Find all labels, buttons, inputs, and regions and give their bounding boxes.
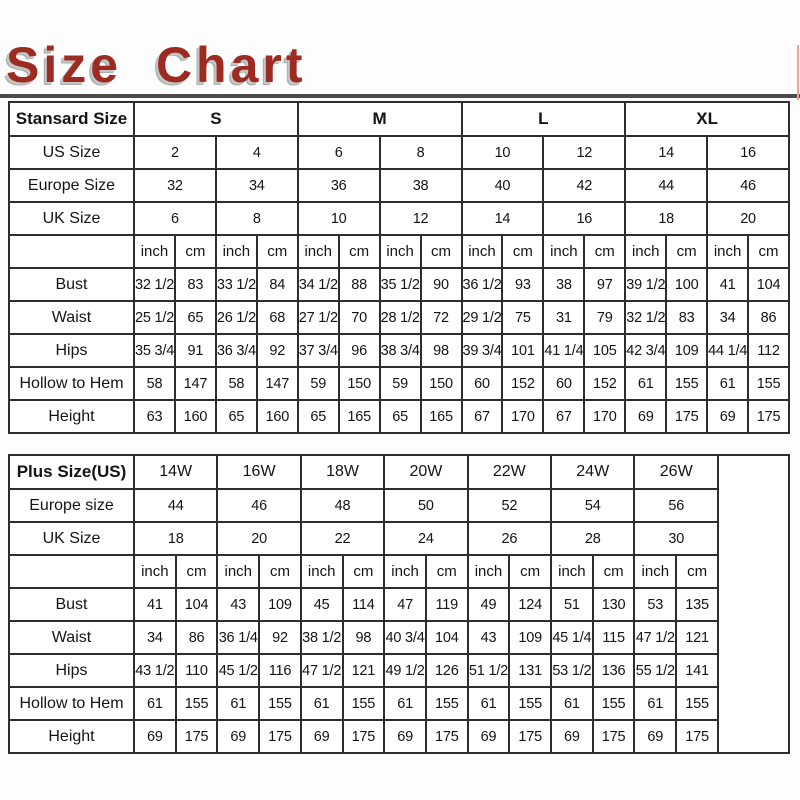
measurement-value-cell: 150 [339,367,380,400]
measurement-value-cell: 43 [468,621,510,654]
row-label-cell: Height [9,720,134,753]
measurement-value-cell: 165 [339,400,380,433]
size-value-cell: 18 [625,202,707,235]
size-value-cell: 56 [634,489,718,522]
measurement-value-cell: 61 [634,687,676,720]
size-conversion-row [9,136,789,169]
corner-label-cell: Plus Size(US) [9,455,134,489]
measurement-row [9,400,789,433]
measurement-value-cell: 38 1/2 [301,621,343,654]
measurement-row [9,588,789,621]
size-value-cell: 14 [462,202,544,235]
size-value-cell: 18 [134,522,217,555]
measurement-value-cell: 34 1/2 [298,268,339,301]
measurement-value-cell: 45 [301,588,343,621]
measurement-value-cell: 33 1/2 [216,268,257,301]
standard-size-table [8,101,790,434]
size-header-cell: 14W [134,455,217,489]
measurement-value-cell: 69 [707,400,748,433]
measurement-value-cell: 39 1/2 [625,268,666,301]
measurement-value-cell: 79 [584,301,625,334]
measurement-value-cell: 70 [339,301,380,334]
measurement-value-cell: 61 [551,687,593,720]
measurement-value-cell: 83 [666,301,707,334]
measurement-value-cell: 104 [748,268,789,301]
size-value-cell: 16 [707,136,789,169]
size-value-cell: 38 [380,169,462,202]
measurement-value-cell: 97 [584,268,625,301]
measurement-value-cell: 121 [676,621,718,654]
measurement-value-cell: 32 1/2 [134,268,175,301]
size-value-cell: 34 [216,169,298,202]
measurement-value-cell: 155 [509,687,551,720]
measurement-value-cell: 105 [584,334,625,367]
measurement-value-cell: 100 [666,268,707,301]
size-header-cell: 24W [551,455,634,489]
measurement-value-cell: 91 [175,334,216,367]
size-header-cell: 22W [468,455,551,489]
size-header-row [9,102,789,136]
measurement-value-cell: 170 [584,400,625,433]
measurement-value-cell: 61 [468,687,510,720]
measurement-value-cell: 59 [380,367,421,400]
measurement-value-cell: 155 [676,687,718,720]
measurement-value-cell: 124 [509,588,551,621]
measurement-value-cell: 175 [509,720,551,753]
measurement-value-cell: 155 [426,687,468,720]
size-header-cell: 18W [301,455,384,489]
measurement-value-cell: 69 [384,720,426,753]
empty-cell [9,235,134,268]
unit-cell: inch [134,235,175,268]
unit-cell: cm [421,235,462,268]
unit-cell: inch [551,555,593,588]
measurement-value-cell: 110 [176,654,218,687]
measurement-value-cell: 69 [301,720,343,753]
measurement-value-cell: 175 [676,720,718,753]
measurement-value-cell: 109 [509,621,551,654]
measurement-value-cell: 65 [216,400,257,433]
measurement-value-cell: 53 [634,588,676,621]
measurement-value-cell: 60 [543,367,584,400]
measurement-value-cell: 175 [593,720,635,753]
measurement-value-cell: 75 [502,301,543,334]
size-value-cell: 16 [543,202,625,235]
measurement-value-cell: 72 [421,301,462,334]
size-header-row [9,455,789,489]
measurement-value-cell: 61 [707,367,748,400]
size-value-cell: 46 [707,169,789,202]
measurement-value-cell: 39 3/4 [462,334,503,367]
empty-column-cell [718,455,789,753]
measurement-value-cell: 68 [257,301,298,334]
measurement-value-cell: 41 1/4 [543,334,584,367]
measurement-value-cell: 155 [176,687,218,720]
unit-cell: cm [339,235,380,268]
measurement-value-cell: 135 [676,588,718,621]
size-value-cell: 30 [634,522,718,555]
measurement-value-cell: 147 [257,367,298,400]
measurement-value-cell: 26 1/2 [216,301,257,334]
measurement-value-cell: 165 [421,400,462,433]
measurement-value-cell: 84 [257,268,298,301]
measurement-value-cell: 152 [584,367,625,400]
measurement-row [9,268,789,301]
measurement-row [9,720,789,753]
measurement-value-cell: 34 [134,621,176,654]
measurement-value-cell: 55 1/2 [634,654,676,687]
row-label-cell: Europe size [9,489,134,522]
measurement-value-cell: 104 [176,588,218,621]
measurement-value-cell: 47 [384,588,426,621]
size-value-cell: 8 [380,136,462,169]
measurement-value-cell: 160 [175,400,216,433]
measurement-value-cell: 101 [502,334,543,367]
measurement-value-cell: 109 [259,588,301,621]
measurement-value-cell: 69 [134,720,176,753]
size-value-cell: 2 [134,136,216,169]
row-label-cell: UK Size [9,202,134,235]
measurement-value-cell: 69 [625,400,666,433]
unit-cell: cm [509,555,551,588]
size-value-cell: 24 [384,522,467,555]
size-value-cell: 26 [468,522,551,555]
measurement-value-cell: 67 [543,400,584,433]
measurement-value-cell: 98 [343,621,385,654]
size-conversion-row [9,202,789,235]
size-value-cell: 54 [551,489,634,522]
measurement-value-cell: 40 3/4 [384,621,426,654]
row-label-cell: Height [9,400,134,433]
measurement-value-cell: 47 1/2 [634,621,676,654]
unit-cell: cm [259,555,301,588]
unit-cell: inch [468,555,510,588]
measurement-value-cell: 61 [625,367,666,400]
measurement-value-cell: 69 [468,720,510,753]
size-conversion-row [9,169,789,202]
unit-cell: inch [462,235,503,268]
measurement-value-cell: 175 [748,400,789,433]
unit-row [9,555,789,588]
unit-cell: inch [134,555,176,588]
measurement-value-cell: 88 [339,268,380,301]
measurement-value-cell: 115 [593,621,635,654]
measurement-value-cell: 131 [509,654,551,687]
measurement-value-cell: 86 [748,301,789,334]
size-header-cell: M [298,102,462,136]
measurement-value-cell: 155 [259,687,301,720]
measurement-value-cell: 51 1/2 [468,654,510,687]
measurement-value-cell: 38 [543,268,584,301]
measurement-value-cell: 61 [134,687,176,720]
measurement-value-cell: 104 [426,621,468,654]
row-label-cell: Hips [9,334,134,367]
size-value-cell: 4 [216,136,298,169]
measurement-value-cell: 114 [343,588,385,621]
measurement-value-cell: 98 [421,334,462,367]
measurement-row [9,654,789,687]
measurement-value-cell: 44 1/4 [707,334,748,367]
measurement-value-cell: 155 [593,687,635,720]
measurement-value-cell: 36 1/4 [217,621,259,654]
size-value-cell: 6 [134,202,216,235]
measurement-value-cell: 83 [175,268,216,301]
measurement-value-cell: 67 [462,400,503,433]
measurement-value-cell: 45 1/2 [217,654,259,687]
measurement-value-cell: 141 [676,654,718,687]
measurement-value-cell: 126 [426,654,468,687]
measurement-value-cell: 61 [301,687,343,720]
size-value-cell: 10 [298,202,380,235]
unit-row [9,235,789,268]
measurement-row [9,367,789,400]
measurement-value-cell: 27 1/2 [298,301,339,334]
measurement-value-cell: 175 [343,720,385,753]
size-value-cell: 48 [301,489,384,522]
unit-cell: cm [666,235,707,268]
measurement-value-cell: 42 3/4 [625,334,666,367]
measurement-value-cell: 90 [421,268,462,301]
size-value-cell: 32 [134,169,216,202]
measurement-value-cell: 38 3/4 [380,334,421,367]
measurement-value-cell: 43 [217,588,259,621]
measurement-value-cell: 32 1/2 [625,301,666,334]
measurement-value-cell: 155 [748,367,789,400]
measurement-value-cell: 45 1/4 [551,621,593,654]
measurement-value-cell: 36 1/2 [462,268,503,301]
size-value-cell: 6 [298,136,380,169]
unit-cell: cm [593,555,635,588]
unit-cell: cm [175,235,216,268]
size-header-cell: 16W [217,455,300,489]
measurement-value-cell: 59 [298,367,339,400]
measurement-value-cell: 47 1/2 [301,654,343,687]
measurement-value-cell: 61 [384,687,426,720]
title-divider-rule [0,94,800,98]
empty-cell [9,555,134,588]
measurement-value-cell: 147 [175,367,216,400]
measurement-value-cell: 29 1/2 [462,301,503,334]
unit-cell: inch [707,235,748,268]
measurement-value-cell: 130 [593,588,635,621]
row-label-cell: US Size [9,136,134,169]
size-header-cell: L [462,102,626,136]
unit-cell: inch [634,555,676,588]
measurement-value-cell: 116 [259,654,301,687]
measurement-value-cell: 150 [421,367,462,400]
unit-cell: inch [298,235,339,268]
unit-cell: cm [502,235,543,268]
measurement-value-cell: 92 [259,621,301,654]
size-value-cell: 36 [298,169,380,202]
size-value-cell: 12 [380,202,462,235]
unit-cell: cm [343,555,385,588]
size-value-cell: 44 [134,489,217,522]
row-label-cell: Bust [9,588,134,621]
measurement-value-cell: 92 [257,334,298,367]
row-label-cell: Hollow to Hem [9,687,134,720]
size-value-cell: 28 [551,522,634,555]
measurement-value-cell: 58 [216,367,257,400]
measurement-value-cell: 41 [707,268,748,301]
row-label-cell: Waist [9,621,134,654]
unit-cell: inch [625,235,666,268]
measurement-value-cell: 53 1/2 [551,654,593,687]
measurement-value-cell: 36 3/4 [216,334,257,367]
size-value-cell: 40 [462,169,544,202]
measurement-value-cell: 155 [343,687,385,720]
unit-cell: cm [748,235,789,268]
page-title: Size Chart [6,37,307,93]
measurement-value-cell: 35 3/4 [134,334,175,367]
measurement-value-cell: 63 [134,400,175,433]
measurement-value-cell: 93 [502,268,543,301]
measurement-value-cell: 86 [176,621,218,654]
size-value-cell: 14 [625,136,707,169]
unit-cell: inch [380,235,421,268]
corner-label-cell: Stansard Size [9,102,134,136]
measurement-value-cell: 61 [217,687,259,720]
measurement-value-cell: 170 [502,400,543,433]
size-conversion-row [9,522,789,555]
size-header-cell: S [134,102,298,136]
size-value-cell: 10 [462,136,544,169]
row-label-cell: Europe Size [9,169,134,202]
measurement-value-cell: 69 [217,720,259,753]
size-header-cell: 20W [384,455,467,489]
size-header-cell: 26W [634,455,718,489]
measurement-row [9,301,789,334]
size-header-cell: XL [625,102,789,136]
scan-edge-artifact [797,45,799,100]
measurement-value-cell: 69 [551,720,593,753]
size-value-cell: 42 [543,169,625,202]
measurement-value-cell: 34 [707,301,748,334]
measurement-value-cell: 41 [134,588,176,621]
unit-cell: cm [176,555,218,588]
measurement-value-cell: 31 [543,301,584,334]
measurement-value-cell: 96 [339,334,380,367]
measurement-value-cell: 25 1/2 [134,301,175,334]
unit-cell: cm [426,555,468,588]
measurement-value-cell: 60 [462,367,503,400]
measurement-value-cell: 175 [426,720,468,753]
row-label-cell: Hollow to Hem [9,367,134,400]
measurement-value-cell: 175 [176,720,218,753]
measurement-value-cell: 155 [666,367,707,400]
size-value-cell: 20 [217,522,300,555]
measurement-value-cell: 109 [666,334,707,367]
plus-size-table [8,454,790,754]
row-label-cell: Hips [9,654,134,687]
unit-cell: cm [584,235,625,268]
measurement-value-cell: 119 [426,588,468,621]
measurement-row [9,621,789,654]
measurement-row [9,687,789,720]
row-label-cell: Bust [9,268,134,301]
row-label-cell: Waist [9,301,134,334]
unit-cell: cm [676,555,718,588]
unit-cell: inch [217,555,259,588]
measurement-value-cell: 112 [748,334,789,367]
measurement-value-cell: 136 [593,654,635,687]
measurement-value-cell: 175 [259,720,301,753]
measurement-value-cell: 49 1/2 [384,654,426,687]
size-value-cell: 12 [543,136,625,169]
measurement-value-cell: 58 [134,367,175,400]
unit-cell: inch [384,555,426,588]
unit-cell: cm [257,235,298,268]
measurement-value-cell: 35 1/2 [380,268,421,301]
size-value-cell: 50 [384,489,467,522]
size-value-cell: 22 [301,522,384,555]
unit-cell: inch [543,235,584,268]
unit-cell: inch [301,555,343,588]
measurement-value-cell: 51 [551,588,593,621]
measurement-value-cell: 28 1/2 [380,301,421,334]
size-conversion-row [9,489,789,522]
measurement-value-cell: 121 [343,654,385,687]
size-value-cell: 46 [217,489,300,522]
measurement-value-cell: 65 [298,400,339,433]
measurement-value-cell: 160 [257,400,298,433]
measurement-value-cell: 49 [468,588,510,621]
size-value-cell: 20 [707,202,789,235]
measurement-value-cell: 65 [380,400,421,433]
measurement-value-cell: 69 [634,720,676,753]
size-value-cell: 44 [625,169,707,202]
row-label-cell: UK Size [9,522,134,555]
measurement-row [9,334,789,367]
size-value-cell: 52 [468,489,551,522]
size-value-cell: 8 [216,202,298,235]
measurement-value-cell: 175 [666,400,707,433]
unit-cell: inch [216,235,257,268]
measurement-value-cell: 65 [175,301,216,334]
measurement-value-cell: 43 1/2 [134,654,176,687]
measurement-value-cell: 37 3/4 [298,334,339,367]
measurement-value-cell: 152 [502,367,543,400]
